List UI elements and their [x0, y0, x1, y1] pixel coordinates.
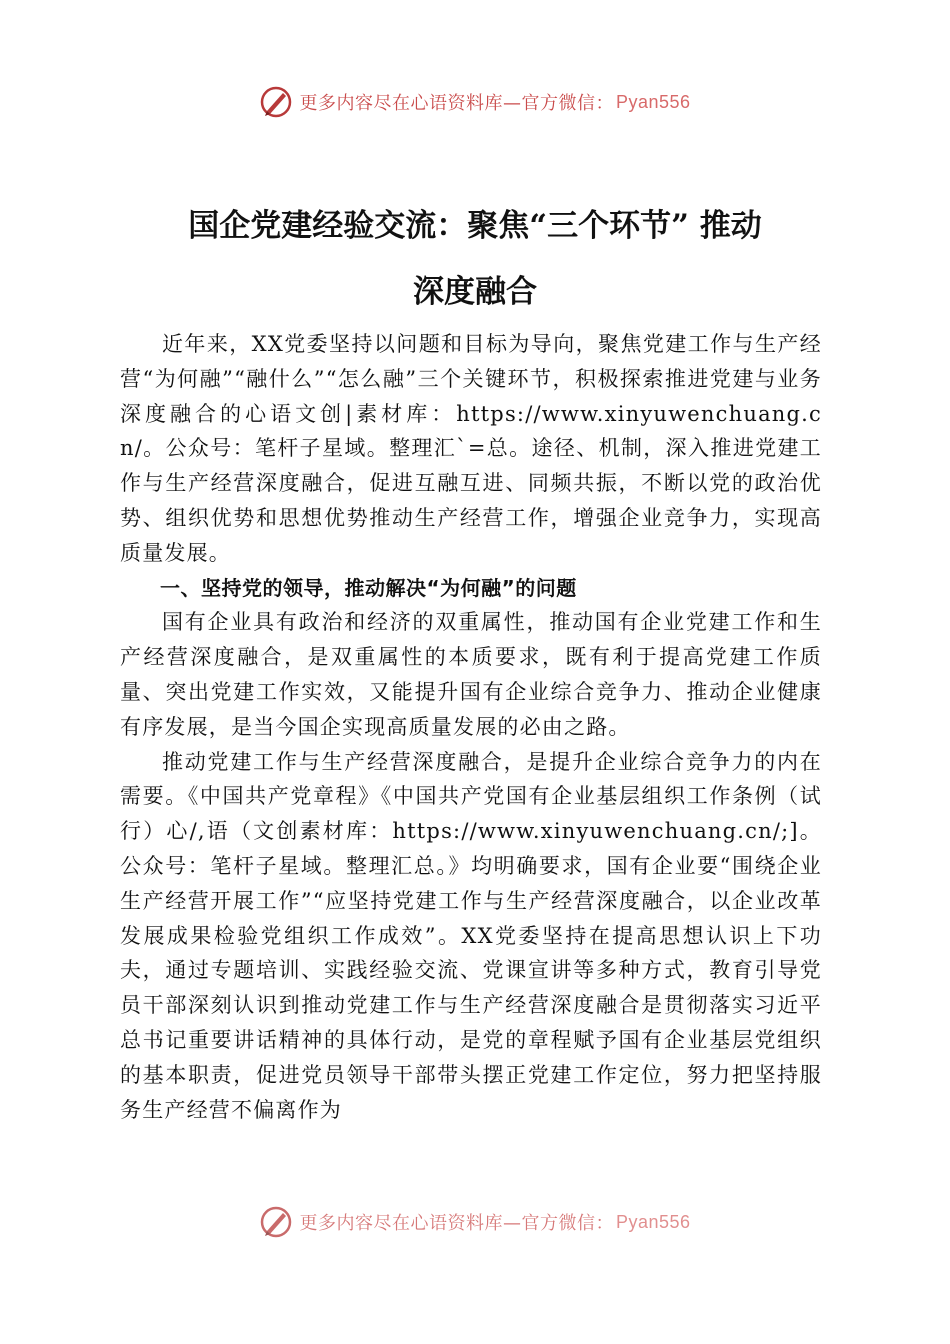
- watermark-wechat-id: Pyan556: [615, 1211, 691, 1232]
- intro-paragraph: 近年来，XX党委坚持以问题和目标为导向，聚焦党建工作与生产经营“为何融”“融什么”“怎么融”三个关键环节，积极探索推进党建与业务深度融合的心语文创|素材库：https://www.xinyuwenchuang.cn/。公众号：笔杆子星域。整理汇`=总。途径、机制，深入推进党建工作与生产经营深度融合，促进互融互进、同频共振，不断以党的政治优势、组织优势和思想优势推动生产经营工作，增强企业竞争力，实现高质量发展。: [120, 332, 822, 565]
- watermark-text: 更多内容尽在心语资料库—官方微信：: [299, 93, 614, 114]
- watermark-wechat-id: Pyan556: [615, 91, 691, 112]
- body-paragraph-3: 推动党建工作与生产经营深度融合，是提升企业综合竞争力的内在需要。《中国共产党章程》《中国共产党国有企业基层组织工作条例（试行）心/,语（文创素材库：https://www.xinyuwenchuang.cn/;]。公众号：笔杆子星域。整理汇总。》均明确要求，国有企业要“围绕企业生产经营开展工作”“应坚持党建工作与生产经营深度融合，以企业改革发展成果检验党组织工作成效”。XX党委坚持在提高思想认识上下功夫，通过专题培训、实践经验交流、党课宣讲等多种方式，教育引导党员干部深刻认识到推动党建工作与生产经营深度融合是贯彻落实习近平总书记重要讲话精神的具体行动，是党的章程赋予国有企业基层党组织的基本职责，促进党员领导干部带头摆正党建工作定位，努力把坚持服务生产经营不偏离作为: [120, 749, 822, 1122]
- body-paragraph-2: 国有企业具有政治和经济的双重属性，推动国有企业党建工作和生产经营深度融合，是双重属性的本质要求，既有利于提高党建工作质量、突出党建工作实效，又能提升国有企业综合竞争力、推动企业健康有序发展，是当今国企实现高质量发展的必由之路。: [120, 610, 822, 739]
- document-title-line1: 国企党建经验交流：聚焦“三个环节” 推动: [188, 208, 762, 244]
- document-title-line2: 深度融合: [413, 274, 537, 310]
- document-body: [120, 327, 822, 1127]
- watermark-footer: [0, 1202, 950, 1242]
- watermark-text: 更多内容尽在心语资料库—官方微信：: [299, 1213, 614, 1234]
- watermark-header: [0, 82, 950, 122]
- section-heading-1: 一、坚持党的领导，推动解决“为何融”的问题: [160, 575, 577, 600]
- pen-logo-icon: [259, 85, 293, 119]
- pen-logo-icon: [259, 1205, 293, 1239]
